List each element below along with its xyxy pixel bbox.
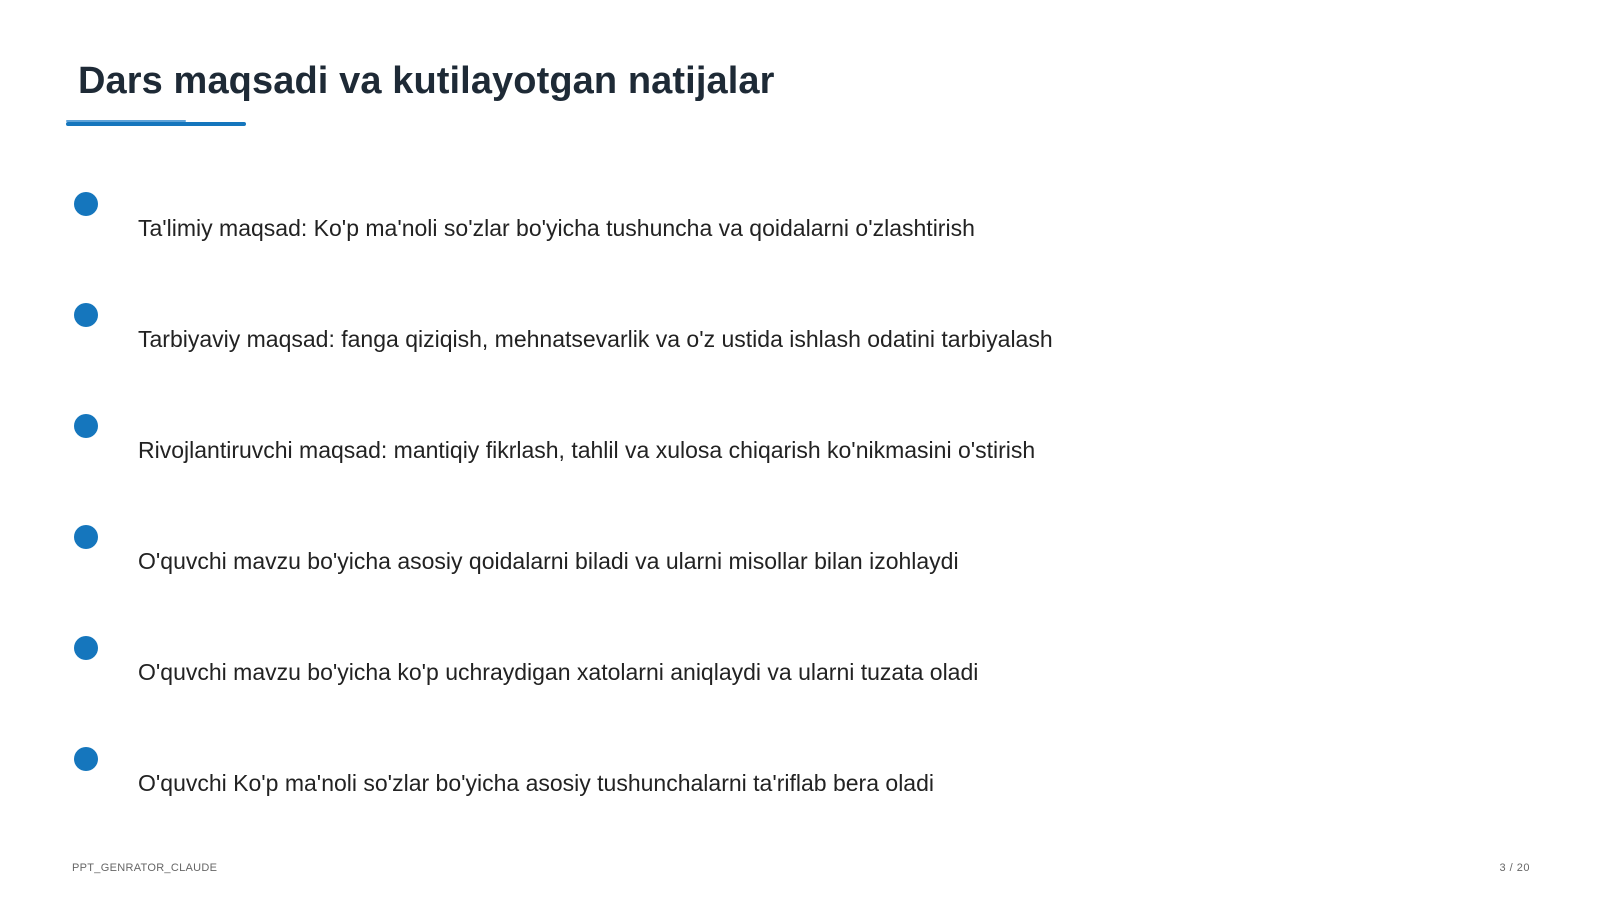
bullet-dot-icon [74,636,98,660]
title-underline [66,122,246,126]
bullet-dot-icon [74,192,98,216]
slide-title: Dars maqsadi va kutilayotgan natijalar [78,60,775,102]
list-item [74,525,1374,595]
footer-label: PPT_GENRATOR_CLAUDE [72,862,218,874]
bullet-dot-icon [74,303,98,327]
bullet-dot-icon [74,525,98,549]
bullet-text: Ta'limiy maqsad: Ko'p ma'noli so'zlar bo'yicha tushuncha va qoidalarni o'zlashtirish [138,215,975,241]
list-item [74,414,1374,484]
list-item [74,192,1374,262]
bullet-text: O'quvchi mavzu bo'yicha ko'p uchraydigan xatolarni aniqlaydi va ularni tuzata oladi [138,659,979,685]
list-item [74,747,1374,817]
page-indicator: 3 / 20 [1499,862,1530,874]
list-item [74,303,1374,373]
bullet-text: Rivojlantiruvchi maqsad: mantiqiy fikrlash, tahlil va xulosa chiqarish ko'nikmasini o'stirish [138,437,1036,463]
bullet-dot-icon [74,747,98,771]
bullet-text: O'quvchi Ko'p ma'noli so'zlar bo'yicha asosiy tushunchalarni ta'riflab bera oladi [138,770,934,796]
list-item [74,636,1374,706]
bullet-dot-icon [74,414,98,438]
bullet-text: Tarbiyaviy maqsad: fanga qiziqish, mehnatsevarlik va o'z ustida ishlash odatini tarbiyalash [138,326,1053,352]
bullet-text: O'quvchi mavzu bo'yicha asosiy qoidalarni biladi va ularni misollar bilan izohlaydi [138,548,959,574]
